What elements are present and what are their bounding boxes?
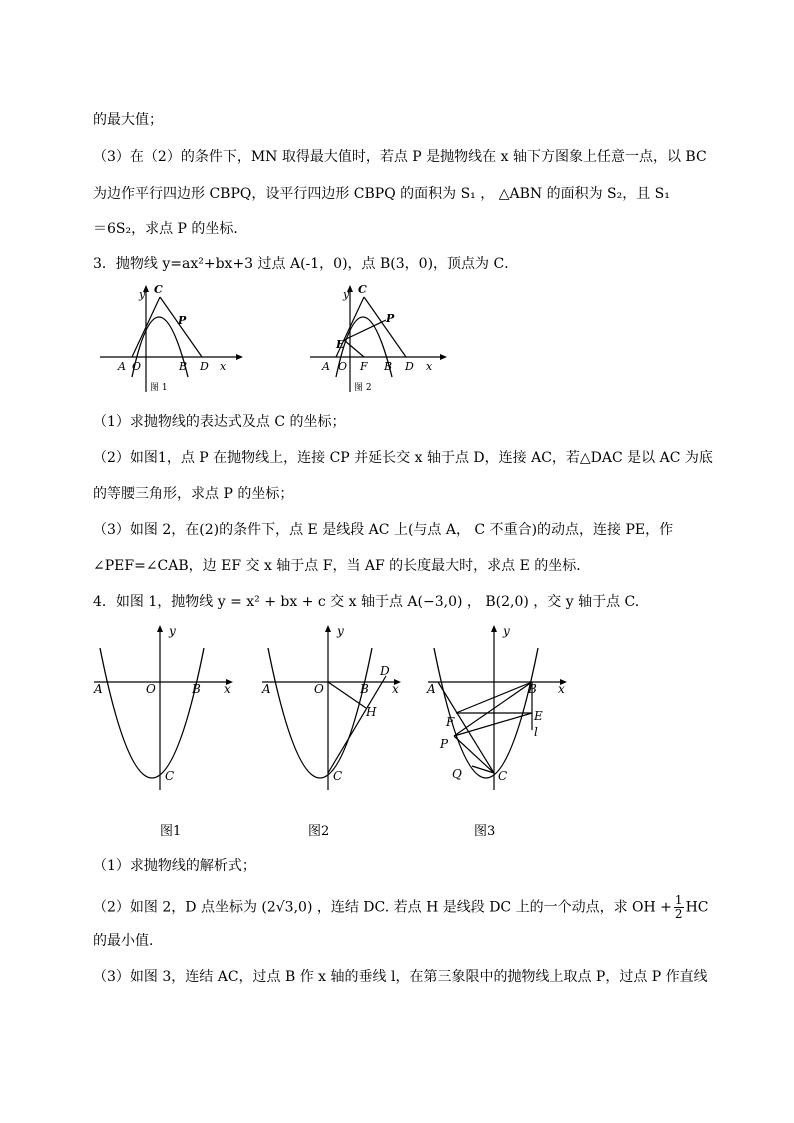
label: O — [146, 682, 156, 696]
label: y — [139, 288, 146, 301]
figure-4-1 — [90, 620, 240, 795]
label: x — [558, 682, 565, 696]
figure-3-2 — [300, 282, 450, 397]
caption: 图 1 — [150, 383, 168, 393]
label: x — [220, 360, 227, 373]
label: C — [498, 769, 508, 783]
label: y — [343, 288, 350, 301]
figure-4-3 — [424, 620, 574, 795]
label: F — [446, 715, 455, 729]
label: Q — [452, 767, 462, 781]
label: C — [358, 283, 367, 296]
fraction — [674, 894, 684, 921]
label: E — [336, 338, 345, 351]
label: A — [262, 682, 271, 696]
label: B — [384, 360, 393, 373]
figure-3-1 — [96, 282, 246, 397]
label: P — [440, 737, 449, 751]
problem-3-title: 3．抛物线 y=ax²+bx+3 过点 A(-1，0)，点 B(3，0)，顶点为 C． — [93, 256, 519, 272]
caption: 图3 — [474, 824, 496, 839]
text-line: 的等腰三角形，求点 P 的坐标； — [93, 486, 294, 502]
text-line: （3）在（2）的条件下，MN 取得最大值时，若点 P 是抛物线在 x 轴下方图象上任意一点，以 BC — [93, 149, 707, 165]
text-line: 的最小值. — [93, 933, 154, 949]
label: O — [338, 360, 348, 373]
label: P — [386, 312, 395, 325]
label: O — [314, 682, 324, 696]
label: A — [427, 682, 436, 696]
label: y — [169, 624, 176, 638]
label: B — [528, 682, 537, 696]
label: D — [380, 664, 390, 678]
label: x — [426, 360, 433, 373]
text-line: （1）求抛物线的表达式及点 C 的坐标； — [93, 414, 346, 430]
label: P — [178, 314, 187, 327]
label: x — [224, 682, 231, 696]
text-line: （3）如图 2，在(2)的条件下，点 E 是线段 AC 上(与点 A， C 不重合)的动点，连接 PE，作 — [93, 522, 674, 538]
fraction-numerator: 1 — [674, 893, 683, 907]
text-segment: （2）如图 2，D 点坐标为 (2√3,0) ，连结 DC. 若点 H 是线段 DC 上的一个动点，求 OH + — [93, 899, 672, 916]
label: y — [337, 624, 344, 638]
label: F — [360, 360, 368, 373]
label: B — [360, 682, 369, 696]
label: l — [534, 725, 538, 739]
label: C — [154, 283, 163, 296]
text-line: ∠PEF=∠CAB，边 EF 交 x 轴于点 F，当 AF 的长度最大时，求点 E 的坐标． — [93, 558, 591, 574]
label: B — [179, 360, 188, 373]
caption: 图2 — [308, 824, 330, 839]
caption: 图 2 — [354, 383, 372, 393]
label: A — [322, 360, 330, 373]
label: B — [192, 682, 201, 696]
label: x — [392, 682, 399, 696]
label: D — [200, 360, 209, 373]
label: D — [405, 360, 414, 373]
text-line: ＝6S₂，求点 P 的坐标． — [93, 221, 248, 237]
text-line: （2）如图1，点 P 在抛物线上，连接 CP 并延长交 x 轴于点 D，连接 AC，若△DAC 是以 AC 为底 — [93, 450, 713, 466]
fraction-denominator: 2 — [674, 907, 683, 921]
caption: 图1 — [160, 824, 182, 839]
label: A — [94, 682, 103, 696]
text-line: （1）求抛物线的解析式； — [93, 858, 256, 874]
problem-4-title: 4．如图 1，抛物线 y = x² + bx + c 交 x 轴于点 A(−3,0) ， B(2,0) ，交 y 轴于点 C. — [93, 594, 640, 610]
text-line: 的最大值； — [93, 112, 163, 128]
figure-4-2 — [258, 620, 408, 795]
label: C — [333, 769, 343, 783]
text-line-with-fraction — [93, 894, 708, 921]
label: y — [503, 624, 510, 638]
label: A — [118, 360, 126, 373]
label: C — [165, 769, 175, 783]
label: E — [534, 709, 543, 723]
text-line: 为边作平行四边形 CBPQ，设平行四边形 CBPQ 的面积为 S₁ ， △ABN 的面积为 S₂，且 S₁ — [93, 186, 670, 202]
text-line: （3）如图 3，连结 AC，过点 B 作 x 轴的垂线 l，在第三象限中的抛物线上取点 P，过点 P 作直线 — [93, 969, 708, 985]
text-segment: HC — [685, 899, 709, 916]
label: O — [132, 360, 142, 373]
label: H — [366, 705, 377, 719]
